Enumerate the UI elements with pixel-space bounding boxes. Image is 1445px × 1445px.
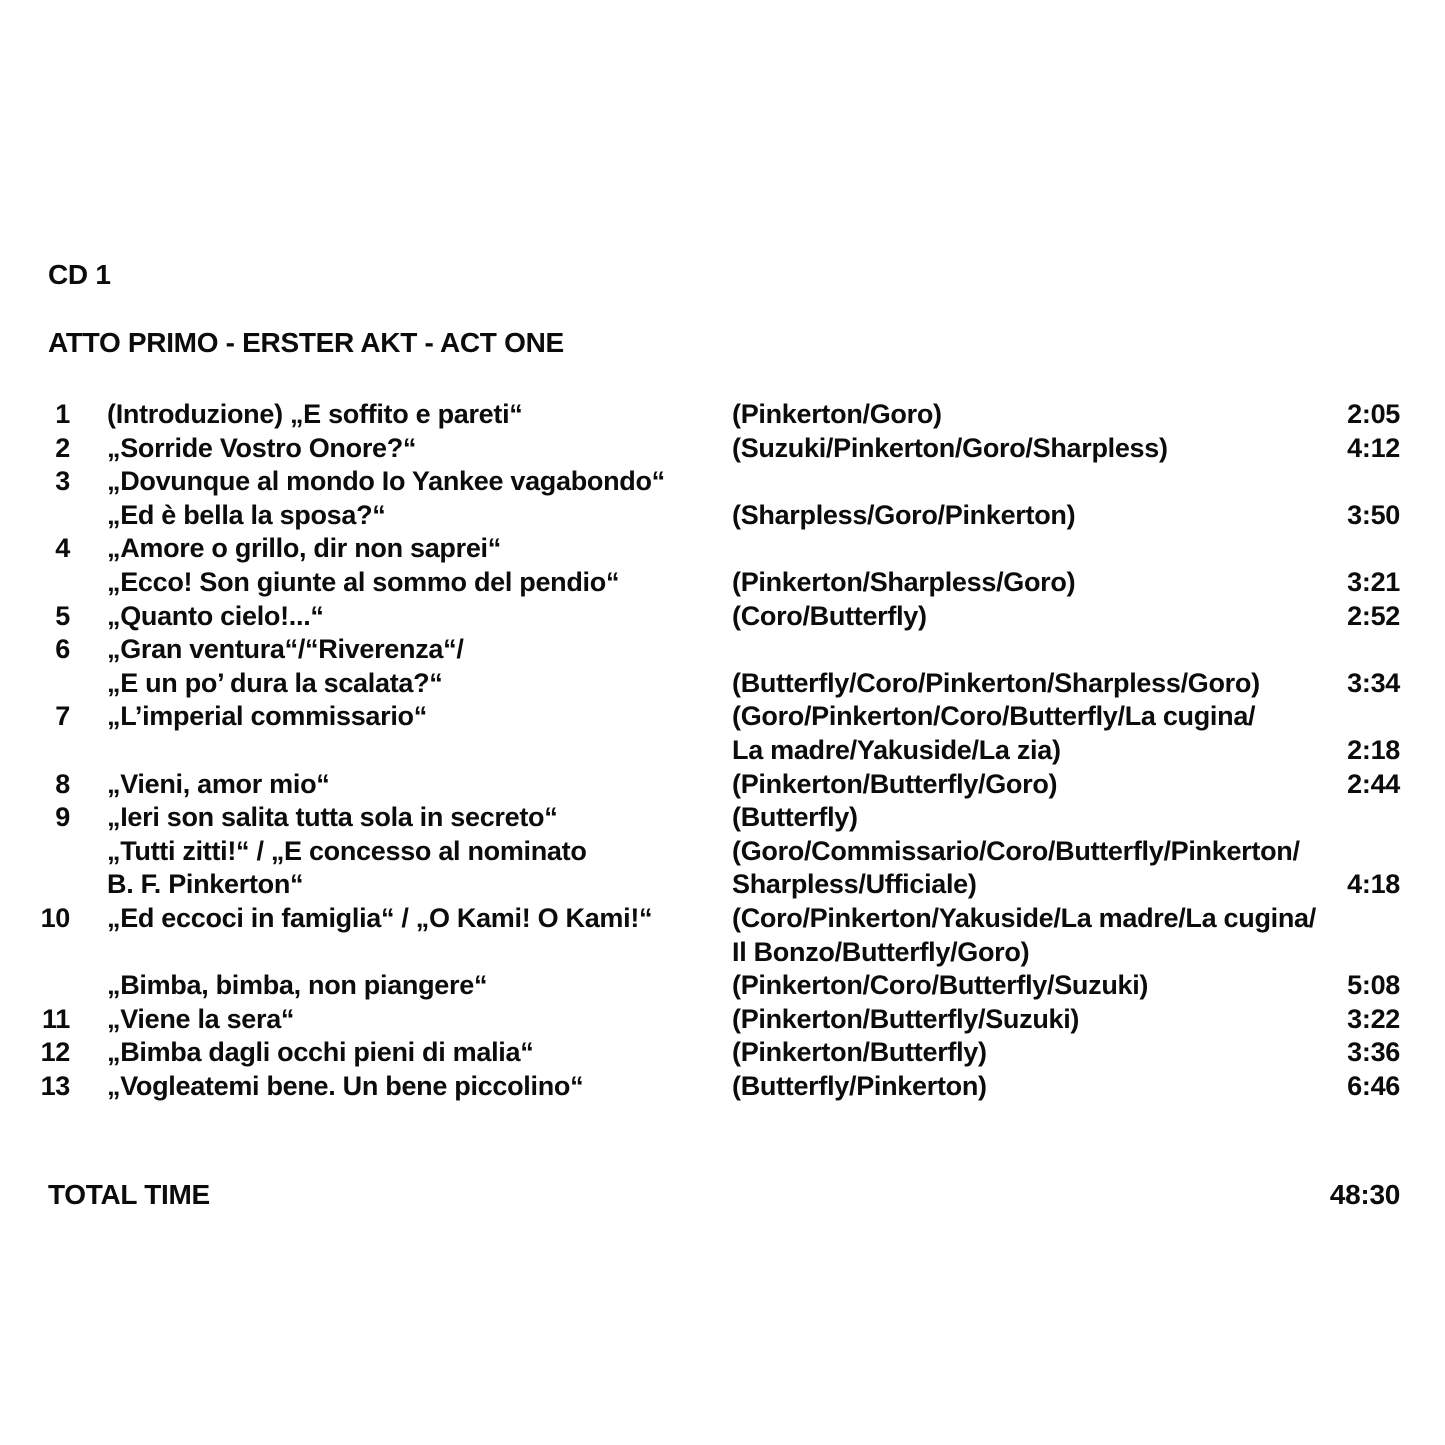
track-title: (Introduzione) „E soffito e pareti“ — [107, 399, 523, 429]
track-performers: (Coro/Pinkerton/Yakuside/La madre/La cugina/ — [732, 902, 1316, 933]
track-performers: (Suzuki/Pinkerton/Goro/Sharpless) — [732, 432, 1168, 463]
track-title: „Vogleatemi bene. Un bene piccolino“ — [107, 1070, 584, 1101]
track-number: 7 — [55, 701, 70, 732]
track-number: 5 — [55, 600, 70, 631]
track-performers: (Pinkerton/Sharpless/Goro) — [732, 566, 1076, 597]
track-row — [0, 868, 1445, 902]
track-performers: (Goro/Pinkerton/Coro/Butterfly/La cugina/ — [732, 701, 1256, 732]
track-number: 10 — [40, 902, 70, 933]
track-time: 6:46 — [1347, 1070, 1400, 1101]
track-row — [0, 835, 1445, 869]
track-time: 3:22 — [1347, 1003, 1400, 1034]
track-performers: (Butterfly) — [732, 802, 858, 833]
track-performers: (Pinkerton/Goro) — [732, 399, 942, 429]
track-row — [0, 633, 1445, 667]
track-list — [0, 398, 1445, 1103]
track-performers: (Sharpless/Goro/Pinkerton) — [732, 499, 1076, 530]
track-title: „Ieri son salita tutta sola in secreto“ — [107, 802, 558, 833]
track-time: 3:34 — [1347, 667, 1400, 698]
track-row — [0, 600, 1445, 634]
track-title: B. F. Pinkerton“ — [107, 869, 304, 900]
track-row — [0, 768, 1445, 802]
track-performers: (Coro/Butterfly) — [732, 600, 927, 631]
track-time: 3:50 — [1347, 499, 1400, 530]
track-row — [0, 969, 1445, 1003]
track-title: „Quanto cielo!...“ — [107, 600, 324, 631]
track-time: 2:05 — [1347, 399, 1400, 429]
track-row — [0, 1070, 1445, 1104]
track-number: 12 — [40, 1037, 70, 1068]
track-time: 5:08 — [1347, 970, 1400, 1001]
disc-label: CD 1 — [48, 259, 111, 290]
track-row — [0, 902, 1445, 936]
track-row — [0, 700, 1445, 734]
track-performers: La madre/Yakuside/La zia) — [732, 734, 1061, 765]
track-title: „Bimba, bimba, non piangere“ — [107, 970, 488, 1001]
track-row — [0, 667, 1445, 701]
track-time: 2:52 — [1347, 600, 1400, 631]
track-number: 9 — [55, 802, 70, 833]
track-title: „Sorride Vostro Onore?“ — [107, 432, 417, 463]
track-time: 4:12 — [1347, 432, 1400, 463]
track-title: „Bimba dagli occhi pieni di malia“ — [107, 1037, 534, 1068]
track-title: „L’imperial commissario“ — [107, 701, 427, 732]
total-time-label: TOTAL TIME — [48, 1179, 210, 1210]
track-performers: (Goro/Commissario/Coro/Butterfly/Pinkerton/ — [732, 835, 1300, 866]
track-title: „Tutti zitti!“ / „E concesso al nominato — [107, 835, 587, 866]
track-row — [0, 465, 1445, 499]
track-row — [0, 936, 1445, 970]
track-row — [0, 499, 1445, 533]
track-time: 3:36 — [1347, 1037, 1400, 1068]
track-title: „Vieni, amor mio“ — [107, 768, 330, 799]
track-number: 2 — [55, 432, 70, 463]
track-time: 2:18 — [1347, 734, 1400, 765]
track-performers: (Pinkerton/Butterfly/Suzuki) — [732, 1003, 1080, 1034]
track-title: „Amore o grillo, dir non saprei“ — [107, 533, 501, 564]
track-performers: (Butterfly/Pinkerton) — [732, 1070, 987, 1101]
track-performers: (Pinkerton/Coro/Butterfly/Suzuki) — [732, 970, 1149, 1001]
track-row — [0, 734, 1445, 768]
track-title: „Ecco! Son giunte al sommo del pendio“ — [107, 566, 620, 597]
track-row — [0, 532, 1445, 566]
track-title: „Gran ventura“/“Riverenza“/ — [107, 634, 464, 665]
track-row — [0, 1036, 1445, 1070]
track-performers: Sharpless/Ufficiale) — [732, 869, 977, 900]
track-row — [0, 566, 1445, 600]
track-number: 4 — [55, 533, 70, 564]
track-number: 1 — [55, 399, 70, 429]
track-number: 11 — [42, 1003, 70, 1034]
track-number: 13 — [40, 1070, 70, 1101]
act-heading: ATTO PRIMO - ERSTER AKT - ACT ONE — [48, 327, 564, 358]
track-row — [0, 801, 1445, 835]
track-title: „Viene la sera“ — [107, 1003, 295, 1034]
track-time: 3:21 — [1347, 566, 1400, 597]
track-row — [0, 432, 1445, 466]
track-number: 8 — [55, 768, 70, 799]
track-performers: Il Bonzo/Butterfly/Goro) — [732, 936, 1030, 967]
total-time-value: 48:30 — [1329, 1179, 1400, 1210]
track-number: 6 — [55, 634, 70, 665]
track-title: „E un po’ dura la scalata?“ — [107, 667, 443, 698]
track-row — [0, 398, 1445, 432]
track-time: 4:18 — [1347, 869, 1400, 900]
track-performers: (Butterfly/Coro/Pinkerton/Sharpless/Goro) — [732, 667, 1260, 698]
track-title: „Dovunque al mondo Io Yankee vagabondo“ — [107, 466, 665, 497]
track-performers: (Pinkerton/Butterfly) — [732, 1037, 987, 1068]
track-number: 3 — [55, 466, 70, 497]
track-time: 2:44 — [1347, 768, 1400, 799]
track-title: „Ed eccoci in famiglia“ / „O Kami! O Kami!“ — [107, 902, 653, 933]
track-performers: (Pinkerton/Butterfly/Goro) — [732, 768, 1058, 799]
track-row — [0, 1003, 1445, 1037]
track-title: „Ed è bella la sposa?“ — [107, 499, 386, 530]
